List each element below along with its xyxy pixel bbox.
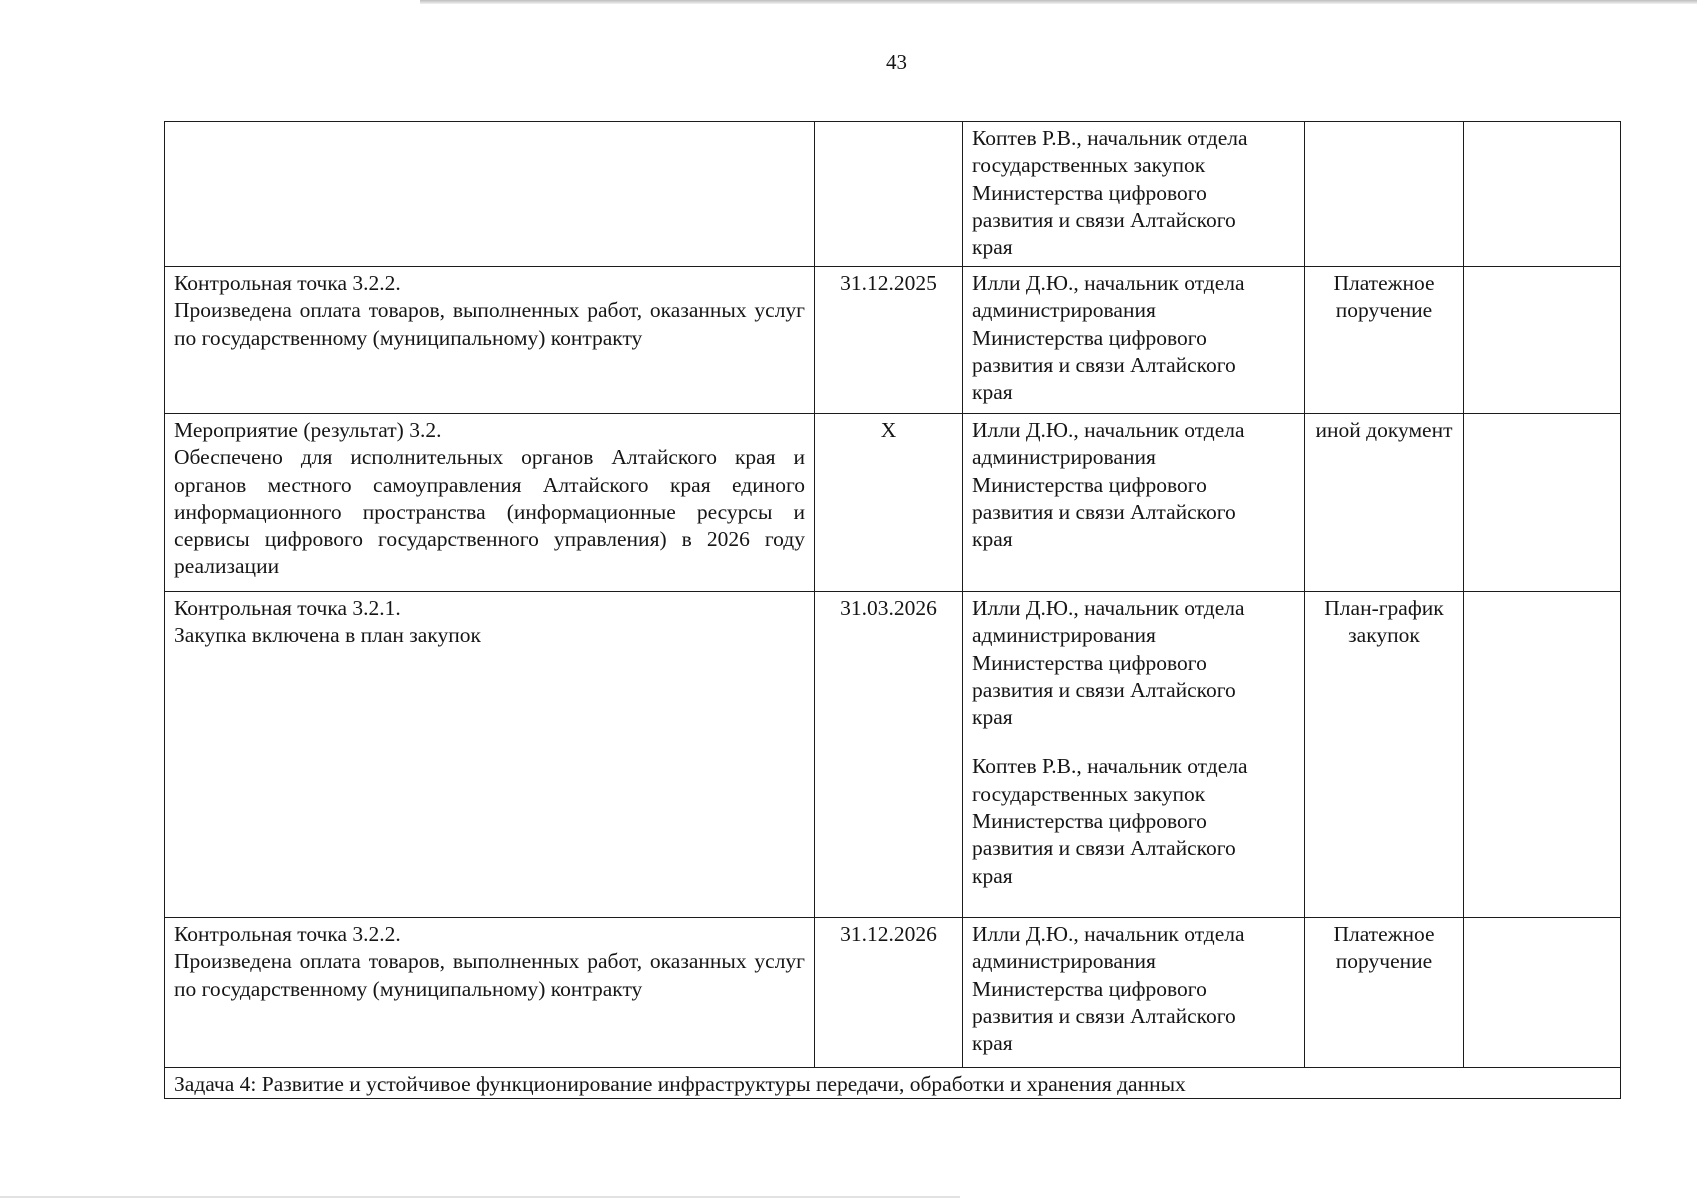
cell-responsible xyxy=(963,918,1305,1068)
event-description: Произведена оплата товаров, выполненных работ, оказанных услуг по государственному (муниципальному) контракту xyxy=(174,949,805,1001)
cell-extra xyxy=(1464,122,1621,267)
paragraph-gap xyxy=(972,731,1295,753)
table-row xyxy=(165,267,1621,414)
cell-document-type: Платежное поручение xyxy=(1305,267,1464,414)
responsible-line: края xyxy=(972,705,1013,730)
responsible-line: края xyxy=(972,380,1013,405)
cell-document-type: Платежное поручение xyxy=(1305,918,1464,1068)
responsible-line: Коптев Р.В., начальник отдела xyxy=(972,126,1248,150)
cell-extra xyxy=(1464,267,1621,414)
event-title: Контрольная точка 3.2.2. xyxy=(174,271,401,295)
cell-deadline: X xyxy=(815,414,963,592)
responsible-line: Илли Д.Ю., начальник отдела xyxy=(972,922,1245,946)
cell-deadline: 31.03.2026 xyxy=(815,592,963,918)
cell-responsible xyxy=(963,414,1305,592)
cell-document-type: План-график закупок xyxy=(1305,592,1464,918)
event-description: Закупка включена в план закупок xyxy=(174,623,481,648)
cell-deadline: 31.12.2026 xyxy=(815,918,963,1068)
responsible-line: Илли Д.Ю., начальник отдела xyxy=(972,596,1245,620)
responsible-line: края xyxy=(972,1031,1013,1056)
event-description: Произведена оплата товаров, выполненных работ, оказанных услуг по государственному (муниципальному) контракту xyxy=(174,298,805,350)
responsible-line: Министерства цифрового xyxy=(972,472,1207,497)
table-row xyxy=(165,122,1621,267)
responsible-line: края xyxy=(972,527,1013,552)
responsible-line: развития и связи Алтайского xyxy=(972,352,1236,377)
plan-table xyxy=(164,121,1621,1099)
responsible-line: развития и связи Алтайского xyxy=(972,207,1236,232)
cell-responsible xyxy=(963,592,1305,918)
responsible-line: Илли Д.Ю., начальник отдела xyxy=(972,418,1245,442)
cell-deadline: 31.12.2025 xyxy=(815,267,963,414)
table-row xyxy=(165,414,1621,592)
responsible-line: развития и связи Алтайского xyxy=(972,1003,1236,1028)
event-title: Мероприятие (результат) 3.2. xyxy=(174,418,442,442)
responsible-line: администрирования xyxy=(972,445,1156,470)
responsible-line: Коптев Р.В., начальник отдела xyxy=(972,754,1248,779)
cell-event-name xyxy=(165,592,815,918)
responsible-line: Министерства цифрового xyxy=(972,180,1207,205)
responsible-line: администрирования xyxy=(972,623,1156,648)
cell-document-type: иной документ xyxy=(1305,414,1464,592)
responsible-line: Илли Д.Ю., начальник отдела xyxy=(972,271,1245,295)
plan-table-body xyxy=(165,122,1621,1099)
task-row xyxy=(165,1068,1621,1099)
responsible-line: развития и связи Алтайского xyxy=(972,677,1236,702)
cell-extra xyxy=(1464,592,1621,918)
cell-extra xyxy=(1464,918,1621,1068)
event-title: Контрольная точка 3.2.1. xyxy=(174,596,401,620)
responsible-line: администрирования xyxy=(972,949,1156,974)
responsible-line: государственных закупок xyxy=(972,153,1206,178)
cell-document-type xyxy=(1305,122,1464,267)
cell-responsible xyxy=(963,122,1305,267)
responsible-line: государственных закупок xyxy=(972,781,1206,806)
cell-responsible xyxy=(963,267,1305,414)
responsible-line: Министерства цифрового xyxy=(972,809,1207,834)
responsible-line: Министерства цифрового xyxy=(972,650,1207,675)
responsible-line: развития и связи Алтайского xyxy=(972,499,1236,524)
responsible-line: Министерства цифрового xyxy=(972,976,1207,1001)
page-number: 43 xyxy=(886,50,907,74)
cell-event-name xyxy=(165,122,815,267)
table-row xyxy=(165,918,1621,1068)
responsible-line: развития и связи Алтайского xyxy=(972,836,1236,861)
event-title: Контрольная точка 3.2.2. xyxy=(174,922,401,946)
cell-event-name xyxy=(165,918,815,1068)
scan-edge-bottom xyxy=(0,1196,960,1198)
event-description: Обеспечено для исполнительных органов Алтайского края и органов местного самоуправления Алтайского края единого информационного пространства (информационные ресурсы и сервисы цифрового государственного управления) в 2026 году реализации xyxy=(174,445,805,579)
cell-event-name xyxy=(165,267,815,414)
cell-event-name xyxy=(165,414,815,592)
cell-deadline xyxy=(815,122,963,267)
scan-edge-top xyxy=(420,0,1697,4)
responsible-line: Министерства цифрового xyxy=(972,325,1207,350)
responsible-line: края xyxy=(972,235,1013,260)
table-row xyxy=(165,592,1621,918)
responsible-line: края xyxy=(972,863,1013,888)
responsible-line: администрирования xyxy=(972,298,1156,323)
cell-extra xyxy=(1464,414,1621,592)
task-heading: Задача 4: Развитие и устойчивое функционирование инфраструктуры передачи, обработки и хранения данных xyxy=(165,1068,1621,1099)
